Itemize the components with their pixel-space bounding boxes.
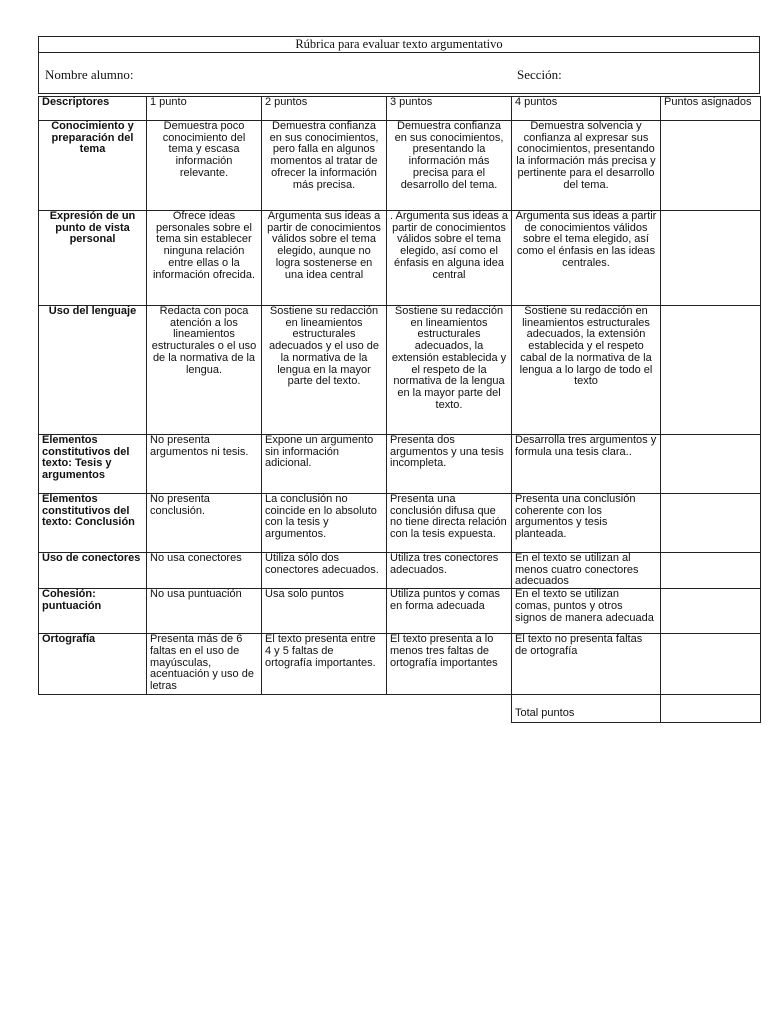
descriptor-cell: Elementos constitutivos del texto: Tesis y argumentos <box>39 435 147 494</box>
assigned-points-cell[interactable] <box>661 211 761 306</box>
score-cell: Sostiene su redacción en lineamientos estructurales adecuados y el uso de la normativa de la lengua en la mayor parte del texto. <box>262 306 387 435</box>
rubric-title: Rúbrica para evaluar texto argumentativo <box>39 37 759 53</box>
column-header-descriptores: Descriptores <box>39 97 147 121</box>
score-cell: Usa solo puntos <box>262 589 387 634</box>
score-cell: Redacta con poca atención a los lineamientos estructurales o el uso de la normativa de la lengua. <box>147 306 262 435</box>
table-row <box>39 589 761 634</box>
assigned-points-cell[interactable] <box>661 121 761 211</box>
table-row <box>39 553 761 589</box>
table-header-row <box>39 97 761 121</box>
descriptor-cell: Uso del lenguaje <box>39 306 147 435</box>
assigned-points-cell[interactable] <box>661 589 761 634</box>
score-cell: Presenta dos argumentos y una tesis incompleta. <box>387 435 512 494</box>
score-cell: No usa conectores <box>147 553 262 589</box>
student-name-label: Nombre alumno: <box>45 67 134 82</box>
score-cell: En el texto se utilizan al menos cuatro conectores adecuados <box>512 553 661 589</box>
total-row <box>39 695 761 723</box>
descriptor-cell: Cohesión: puntuación <box>39 589 147 634</box>
score-cell: La conclusión no coincide en lo absoluto con la tesis y argumentos. <box>262 494 387 553</box>
score-cell: Sostiene su redacción en lineamientos estructurales adecuados, la extensión establecida y el respeto de la normativa de la lengua en la mayor parte del texto. <box>387 306 512 435</box>
assigned-points-cell[interactable] <box>661 306 761 435</box>
column-header-1-punto: 1 punto <box>147 97 262 121</box>
column-header-2-puntos: 2 puntos <box>262 97 387 121</box>
score-cell: El texto presenta a lo menos tres faltas de ortografía importantes <box>387 634 512 695</box>
assigned-points-cell[interactable] <box>661 435 761 494</box>
column-header-puntos-asignados: Puntos asignados <box>661 97 761 121</box>
descriptor-cell: Uso de conectores <box>39 553 147 589</box>
score-cell: Utiliza sólo dos conectores adecuados. <box>262 553 387 589</box>
score-cell: Demuestra confianza en sus conocimientos, presentando la información más precisa para el desarrollo del tema. <box>387 121 512 211</box>
score-cell: . Argumenta sus ideas a partir de conocimientos válidos sobre el tema elegido, así como el énfasis en alguna idea central <box>387 211 512 306</box>
descriptor-cell: Expresión de un punto de vista personal <box>39 211 147 306</box>
rubric-table <box>38 96 761 723</box>
score-cell: Utiliza tres conectores adecuados. <box>387 553 512 589</box>
score-cell: Demuestra solvencia y confianza al expresar sus conocimientos, presentando la información más precisa y pertinente para el desarrollo del tema. <box>512 121 661 211</box>
score-cell: Desarrolla tres argumentos y formula una tesis clara.. <box>512 435 661 494</box>
score-cell: Demuestra confianza en sus conocimientos, pero falla en algunos momentos al tratar de ofrecer la información más precisa. <box>262 121 387 211</box>
descriptor-cell: Elementos constitutivos del texto: Conclusión <box>39 494 147 553</box>
score-cell: No presenta argumentos ni tesis. <box>147 435 262 494</box>
student-header-box <box>38 36 760 94</box>
score-cell: Utiliza puntos y comas en forma adecuada <box>387 589 512 634</box>
table-row <box>39 435 761 494</box>
score-cell: Presenta más de 6 faltas en el uso de mayúsculas, acentuación y uso de letras <box>147 634 262 695</box>
table-row <box>39 211 761 306</box>
column-header-4-puntos: 4 puntos <box>512 97 661 121</box>
score-cell: Presenta una conclusión coherente con los argumentos y tesis planteada. <box>512 494 661 553</box>
score-cell: El texto no presenta faltas de ortografía <box>512 634 661 695</box>
score-cell: Expone un argumento sin información adicional. <box>262 435 387 494</box>
table-row <box>39 121 761 211</box>
descriptor-cell: Ortografía <box>39 634 147 695</box>
total-points-cell[interactable] <box>661 695 761 723</box>
table-row <box>39 634 761 695</box>
score-cell: Argumenta sus ideas a partir de conocimientos válidos sobre el tema elegido, así como el énfasis en las ideas centrales. <box>512 211 661 306</box>
score-cell: El texto presenta entre 4 y 5 faltas de ortografía importantes. <box>262 634 387 695</box>
column-header-3-puntos: 3 puntos <box>387 97 512 121</box>
total-points-label: Total puntos <box>512 695 661 723</box>
score-cell: Argumenta sus ideas a partir de conocimientos válidos sobre el tema elegido, aunque no logra sostenerse en una idea central <box>262 211 387 306</box>
score-cell: No usa puntuación <box>147 589 262 634</box>
score-cell: No presenta conclusión. <box>147 494 262 553</box>
score-cell: Ofrece ideas personales sobre el tema sin establecer ninguna relación entre ellas o la información ofrecida. <box>147 211 262 306</box>
score-cell: En el texto se utilizan comas, puntos y otros signos de manera adecuada <box>512 589 661 634</box>
score-cell: Presenta una conclusión difusa que no tiene directa relación con la tesis expuesta. <box>387 494 512 553</box>
section-label: Sección: <box>517 67 562 82</box>
table-row <box>39 306 761 435</box>
score-cell: Sostiene su redacción en lineamientos estructurales adecuados, la extensión establecida y el respeto cabal de la normativa de la lengua a lo largo de todo el texto <box>512 306 661 435</box>
descriptor-cell: Conocimiento y preparación del tema <box>39 121 147 211</box>
assigned-points-cell[interactable] <box>661 494 761 553</box>
score-cell: Demuestra poco conocimiento del tema y escasa información relevante. <box>147 121 262 211</box>
table-row <box>39 494 761 553</box>
assigned-points-cell[interactable] <box>661 634 761 695</box>
assigned-points-cell[interactable] <box>661 553 761 589</box>
